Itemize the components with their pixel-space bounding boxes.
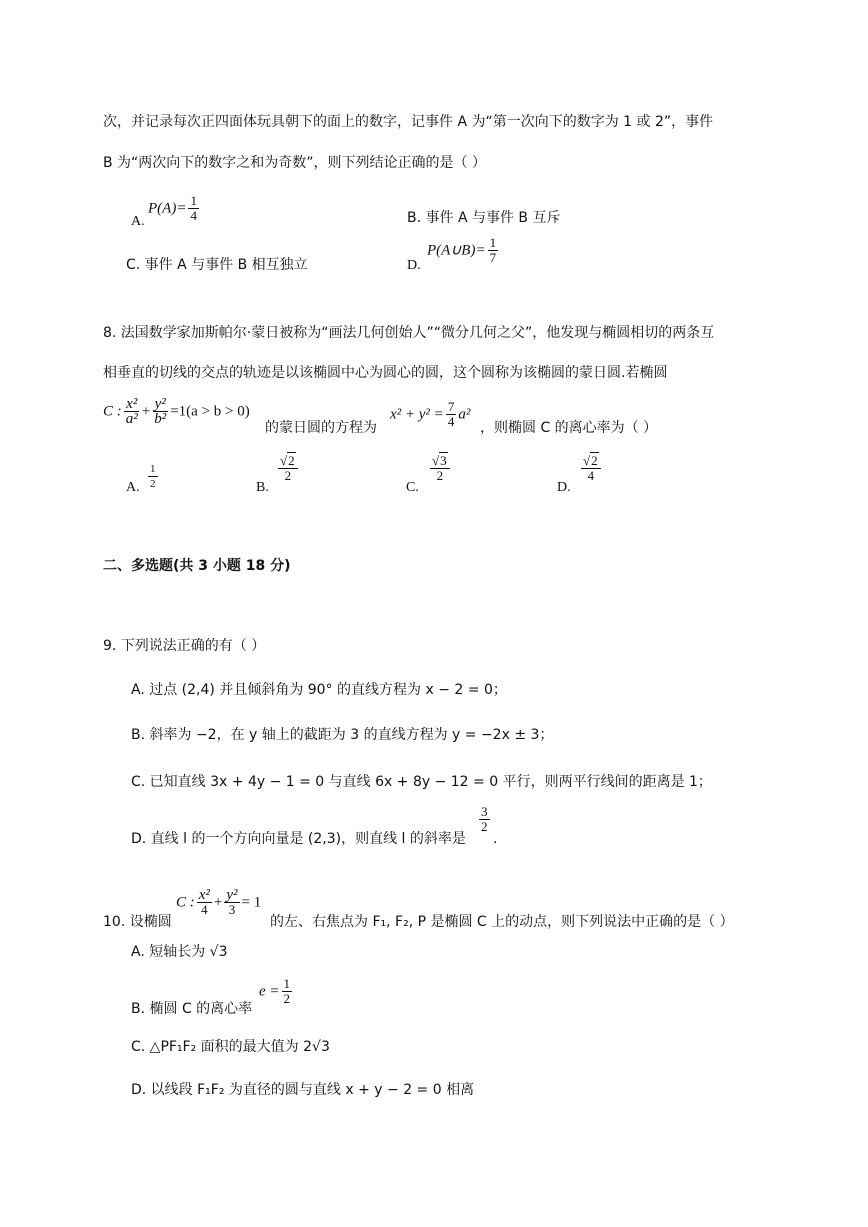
denominator: 7 (489, 250, 497, 265)
denominator: b² (154, 411, 167, 427)
q7-stem-line1: 次，并记录每次正四面体玩具朝下的面上的数字，记事件 A 为“第一次向下的数字为 1 或 2”，事件 (103, 114, 714, 130)
q8-circle-formula (390, 400, 470, 440)
q7-option-a-formula (148, 194, 201, 223)
radicand: 2 (288, 453, 295, 468)
option-label: A. (131, 214, 145, 229)
q7-option-c: C. 事件 A 与事件 B 相互独立 (126, 257, 308, 273)
option-label: A. (126, 480, 140, 495)
numerator: y² (154, 396, 166, 412)
stem-text: 10. 设椭圆 (103, 914, 172, 930)
formula-text: = 1 (241, 894, 262, 911)
radicand: 2 (591, 453, 598, 468)
denominator: 3 (228, 902, 236, 917)
q8-stem-line3: C : $\frac{\text{x²}}{\text{a²}}$ + $\frac{\text{y²}}{\text{b²}}$ =1(a > b > 0) (103, 396, 250, 427)
numerator: √3 (430, 454, 450, 469)
q9-stem: 9. 下列说法正确的有（ ） (103, 638, 266, 654)
q7-option-d-formula (427, 236, 500, 265)
formula-text: =1(a > b > 0) (170, 403, 250, 420)
q9-option-a: A. 过点 (2,4) 并且倾斜角为 90° 的直线方程为 x − 2 = 0； (131, 682, 507, 698)
fraction (197, 888, 212, 917)
q9-option-b: B. 斜率为 −2，在 y 轴上的截距为 3 的直线方程为 y = −2x ± 3； (131, 727, 554, 743)
fraction (124, 397, 140, 426)
numerator: x² (126, 396, 138, 412)
formula-text: x² + y² = (390, 406, 444, 423)
numerator: 1 (489, 235, 497, 250)
option-text: D. 直线 l 的一个方向向量是 (2,3)，则直线 l 的斜率是 (131, 831, 466, 847)
numerator: 1 (190, 193, 197, 208)
option-label: D. (407, 258, 421, 273)
period: . (493, 831, 498, 847)
denominator: 2 (284, 468, 292, 483)
numerator: y² (226, 887, 238, 903)
denominator: 4 (447, 414, 455, 429)
fraction (152, 397, 168, 426)
q8-stem-line2: 相垂直的切线的交点的轨迹是以该椭圆中心为圆心的圆，这个圆称为该椭圆的蒙日圆.若椭圆 (103, 365, 668, 381)
denominator: 2 (481, 819, 488, 834)
denominator: 4 (587, 468, 595, 483)
denominator: 4 (201, 902, 208, 917)
ellipse-label: C : (103, 403, 122, 420)
fraction (488, 236, 499, 265)
option-label: D. (557, 480, 571, 495)
q10-option-c: C. △PF₁F₂ 面积的最大值为 2√3 (131, 1039, 330, 1055)
q8-tail-text: ，则椭圆 C 的离心率为（ ） (480, 420, 658, 436)
fraction (430, 454, 450, 483)
option-label: C. (406, 480, 419, 495)
denominator: 2 (436, 468, 444, 483)
numerator: 7 (447, 399, 455, 414)
numerator: x² (198, 887, 210, 903)
ellipse-label: C : (176, 894, 195, 911)
fraction (278, 454, 298, 483)
q7-stem-line2: B 为“两次向下的数字之和为奇数”，则下列结论正确的是（ ） (103, 155, 487, 171)
fraction (148, 462, 158, 491)
fraction (282, 977, 293, 1006)
numerator: 1 (150, 463, 156, 475)
denominator: 2 (150, 478, 156, 490)
fraction (188, 194, 199, 223)
q8-stem-line1: 8. 法国数学家加斯帕尔·蒙日被称为“画法几何创始人”“微分几何之父”，他发现与椭圆相切的两条互 (103, 325, 715, 341)
denominator: a² (125, 411, 138, 427)
radicand: 3 (440, 453, 447, 468)
numerator: √2 (278, 454, 298, 469)
fraction (446, 400, 457, 429)
q7-option-b: B. 事件 A 与事件 B 互斥 (407, 210, 561, 226)
section-heading: 二、多选题(共 3 小题 18 分) (103, 558, 291, 574)
numerator: 1 (283, 976, 291, 991)
denominator: 4 (190, 208, 197, 223)
stem-text: 的左、右焦点为 F₁, F₂, P 是椭圆 C 上的动点，则下列说法中正确的是（ ） (270, 914, 734, 930)
option-text: B. 椭圆 C 的离心率 (131, 1001, 253, 1017)
fraction (224, 888, 239, 917)
fraction (581, 454, 601, 483)
formula-text: P(A)= (148, 200, 187, 217)
q10-ellipse-formula: C : $\frac{\text{x²}}{4}$ + $\frac{\text{y²}}{3}$ = 1 (176, 887, 262, 917)
q10-option-b-formula (259, 977, 294, 1006)
formula-text: P(A∪B)= (427, 242, 486, 259)
fraction (479, 805, 490, 834)
q8-mid-text: 的蒙日圆的方程为 (265, 420, 377, 436)
formula-text: a² (458, 406, 471, 423)
formula-text: e = (259, 983, 280, 1000)
denominator: 2 (283, 991, 291, 1006)
q10-option-d: D. 以线段 F₁F₂ 为直径的圆与直线 x + y − 2 = 0 相离 (131, 1082, 475, 1098)
numerator: √2 (581, 454, 601, 469)
q9-option-c: C. 已知直线 3x + 4y − 1 = 0 与直线 6x + 8y − 12 = 0 平行，则两平行线间的距离是 1； (131, 774, 712, 790)
q10-option-a: A. 短轴长为 √3 (131, 944, 228, 960)
option-label: B. (256, 480, 269, 495)
numerator: 3 (481, 804, 488, 819)
